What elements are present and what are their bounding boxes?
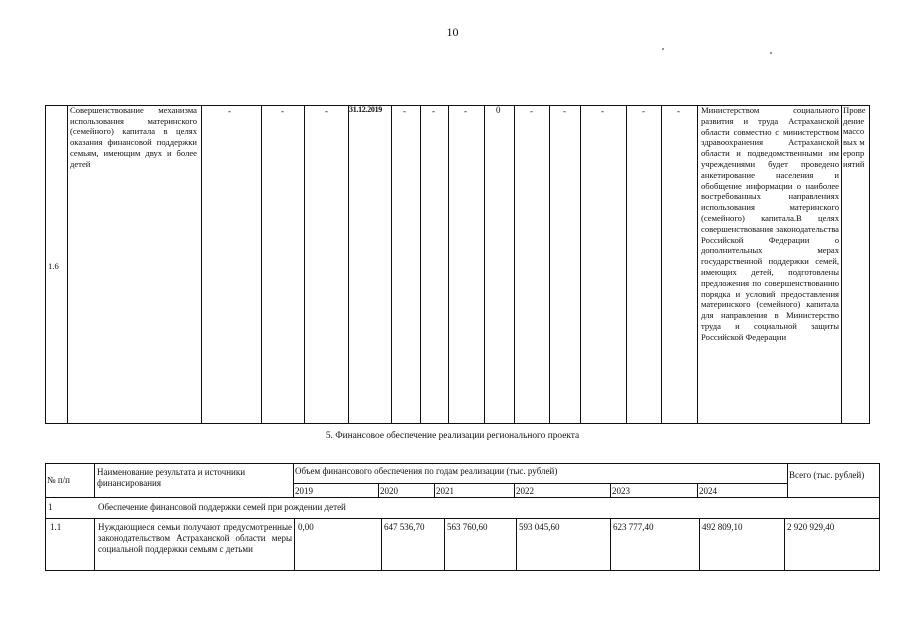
zero-value: 0 — [496, 105, 501, 115]
page-number: 10 — [446, 25, 459, 39]
value-2022: 593 045,60 — [519, 522, 560, 532]
value-2024: 492 809,10 — [702, 522, 743, 532]
year-header: 2023 — [612, 486, 630, 496]
result-description: Министерством социального развития и труда Астраханской области совместно с министерством здравоохранения Астраханской области и подведомственными им учреждениями будет проведено анкетирование населения и обобщение информации о наиболее востребованных направлениях использования материнского (семейного) капитала.В целях совершенствования законодательства Российской Федерации о дополнительных мерах государственной поддержки семей, имеющих детей, подготовлены предложения по совершенствованию порядка и условий предоставления материнского (семейного) капитала для направления в Министерство труда и социальной защиты Российской Федерации — [701, 105, 839, 342]
col-volume-header: Объем финансового обеспечения по годам реализации (тыс. рублей) — [295, 466, 558, 476]
value-total: 2 920 929,40 — [787, 522, 835, 532]
dash-cell: - — [601, 106, 604, 116]
deadline-date: 31.12.2019 — [349, 105, 383, 114]
section-title: 5. Финансовое обеспечение реализации регионального проекта — [325, 431, 580, 441]
dash-cell: - — [281, 106, 284, 116]
dash-cell: - — [563, 106, 566, 116]
group-number: 1 — [48, 502, 53, 512]
year-header: 2021 — [436, 486, 454, 496]
dash-cell: - — [228, 106, 231, 116]
col-number-header: № п/п — [47, 475, 70, 485]
year-header: 2022 — [516, 486, 534, 496]
col-name-header: Наименование результата и источники финансирования — [97, 467, 246, 488]
value-2023: 623 777,40 — [613, 522, 654, 532]
group-title: Обеспечение финансовой поддержки семей при рождении детей — [98, 502, 346, 512]
dash-cell: - — [464, 106, 467, 116]
row-number: 1.6 — [48, 261, 59, 271]
dash-cell: - — [432, 106, 435, 116]
scan-speck — [662, 48, 664, 50]
measure-name: Совершенствование механизма использования материнского (семейного) капитала в целях оказания финансовой поддержки семьям, имеющим двух и более детей — [70, 105, 197, 169]
value-2021: 563 760,60 — [447, 522, 488, 532]
value-2019: 0,00 — [298, 522, 314, 532]
value-2020: 647 536,70 — [384, 522, 425, 532]
dash-cell: - — [642, 106, 645, 116]
year-header: 2019 — [295, 486, 313, 496]
row-number: 1.1 — [50, 522, 62, 532]
year-header: 2024 — [699, 486, 717, 496]
scan-speck — [770, 52, 772, 54]
row-name: Нуждающиеся семьи получают предусмотренные законодательством Астраханской области меры социальной поддержки семьям с детьми — [98, 522, 292, 555]
activity-type: Проведение массовых мероприятий — [843, 105, 866, 169]
col-total-header: Всего (тыс. рублей) — [789, 470, 865, 480]
dash-cell: - — [530, 106, 533, 116]
dash-cell: - — [403, 106, 406, 116]
dash-cell: - — [325, 106, 328, 116]
year-header: 2020 — [380, 486, 398, 496]
dash-cell: - — [677, 106, 680, 116]
